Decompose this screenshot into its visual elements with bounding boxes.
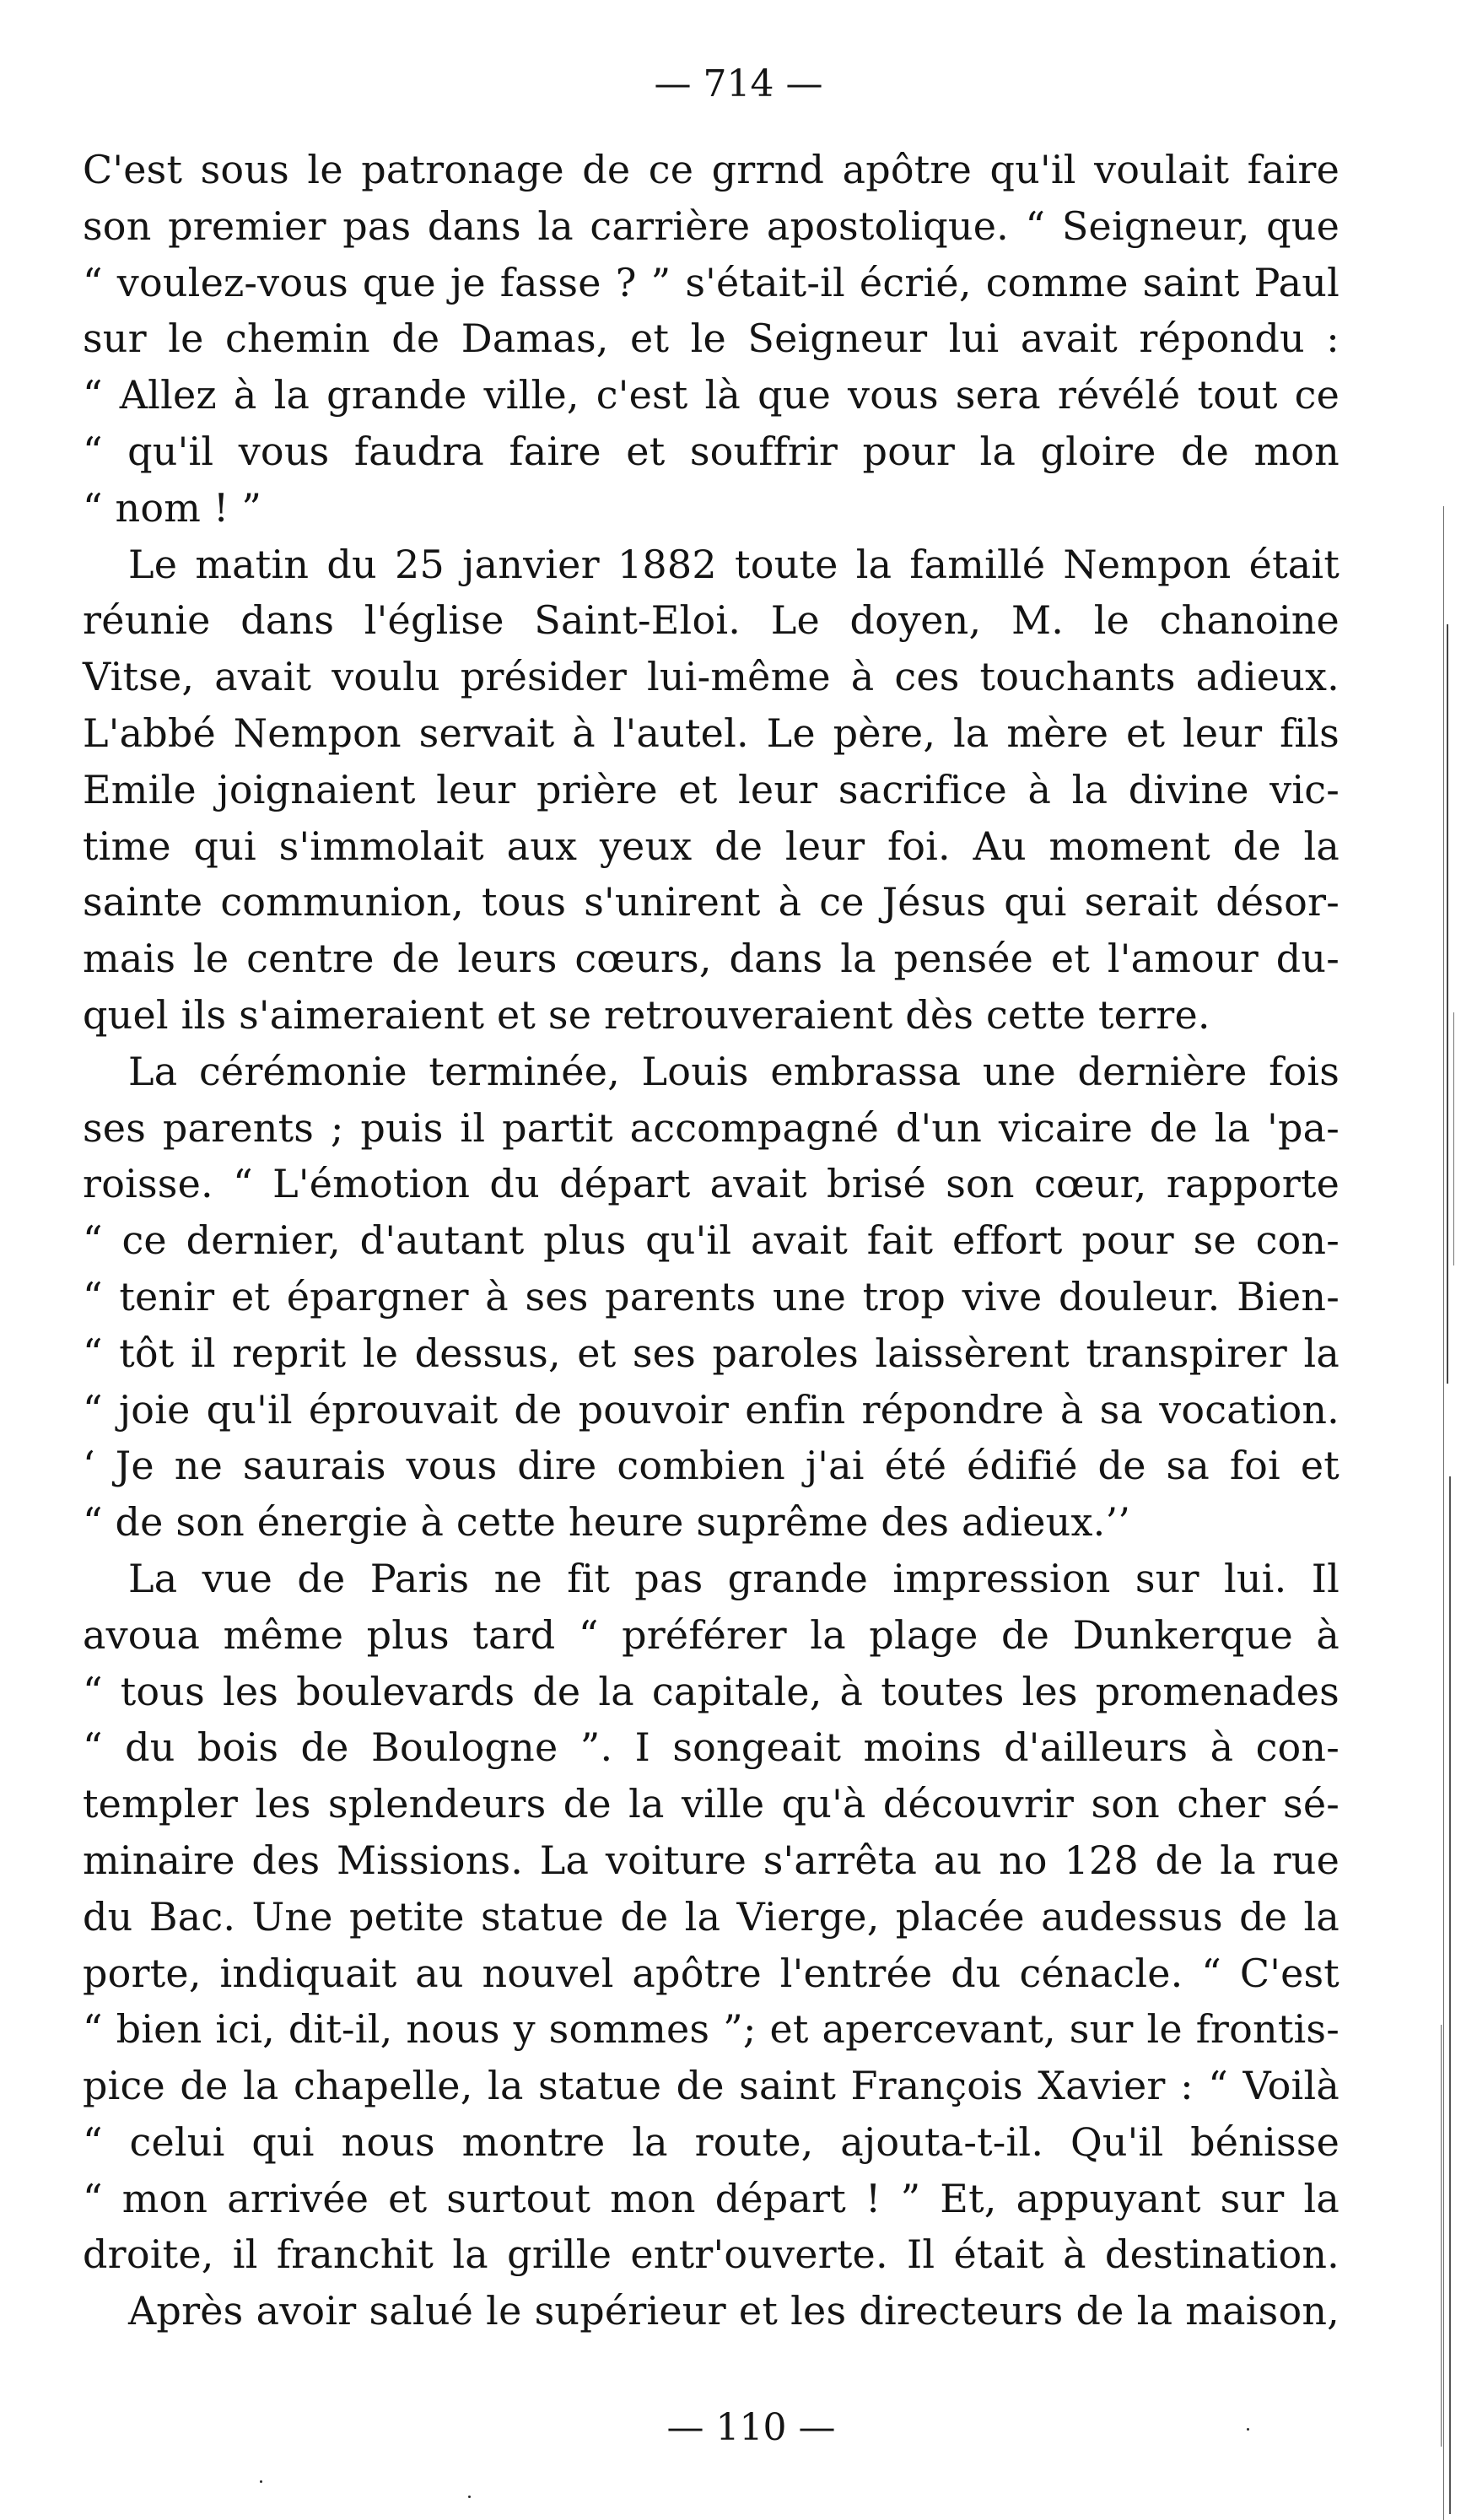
text-line: mais le centre de leurs cœurs, dans la pensée et l'amour du- [83, 936, 1340, 982]
text-line: Le matin du 25 janvier 1882 toute la famillé Nempon était [128, 541, 1340, 587]
text-line: “ du bois de Boulogne ”. I songeait moins d'ailleurs à con- [83, 1724, 1340, 1771]
text-line: ‘ Je ne saurais vous dire combien j'ai été édifié de sa foi et [83, 1443, 1340, 1489]
body-text [83, 142, 1340, 2339]
text-line: C'est sous le patronage de ce grrnd apôtre qu'il voulait faire [83, 147, 1340, 192]
text-line: pice de la chapelle, la statue de saint François Xavier : “ Voilà [83, 2063, 1340, 2109]
text-line: “ mon arrivée et surtout mon départ ! ” Et, appuyant sur la [83, 2175, 1340, 2221]
text-line: du Bac. Une petite statue de la Vierge, placée audessus de la [83, 1893, 1340, 1940]
scan-speck [468, 2496, 471, 2498]
page-number-top [0, 59, 1477, 110]
text-line: “ tous les boulevards de la capitale, à toutes les promenades [83, 1668, 1340, 1714]
text-line: “ qu'il vous faudra faire et souffrir pour la gloire de mon [83, 428, 1340, 474]
text-line: droite, il franchit la grille entr'ouverte. Il était à destination. [83, 2231, 1340, 2278]
text-line: roisse. “ L'émotion du départ avait brisé son cœur, rapporte [83, 1161, 1340, 1207]
text-line: avoua même plus tard “ préférer la plage de Dunkerque à [83, 1611, 1340, 1658]
text-line: “ de son énergie à cette heure suprême des adieux.’’ [83, 1499, 1131, 1546]
page-number-bottom-text: — 110 — [666, 2406, 836, 2449]
text-line: quel ils s'aimeraient et se retrouveraient dès cette terre. [83, 991, 1210, 1038]
text-line: réunie dans l'église Saint-Eloi. Le doyen, M. le chanoine [83, 597, 1340, 644]
scan-edge-noise [1428, 506, 1462, 2520]
text-line: “ tenir et épargner à ses parents une trop vive douleur. Bien- [83, 1273, 1340, 1319]
scan-speck [1247, 2428, 1249, 2431]
scan-speck [260, 2480, 262, 2483]
text-line: templer les splendeurs de la ville qu'à découvrir son cher sé- [83, 1781, 1340, 1827]
text-line: “ nom ! ” [83, 484, 262, 531]
text-line: “ voulez-vous que je fasse ? ” s'était-il écrié, comme saint Paul [83, 259, 1340, 305]
text-line: son premier pas dans la carrière apostolique. “ Seigneur, que [83, 202, 1340, 249]
text-line: Emile joignaient leur prière et leur sacrifice à la divine vic- [83, 766, 1340, 812]
text-line: “ ce dernier, d'autant plus qu'il avait fait effort pour se con- [83, 1217, 1340, 1264]
page-number-bottom [0, 2403, 1477, 2453]
text-line: La cérémonie terminée, Louis embrassa une dernière fois [128, 1048, 1340, 1094]
text-line: La vue de Paris ne fit pas grande impression sur lui. Il [128, 1555, 1340, 1601]
text-line: L'abbé Nempon servait à l'autel. Le père, la mère et leur fils [83, 710, 1340, 756]
text-line: minaire des Missions. La voiture s'arrêta au no 128 de la rue [83, 1837, 1340, 1883]
text-line: “ joie qu'il éprouvait de pouvoir enfin répondre à sa vocation. [83, 1386, 1340, 1433]
text-line: “ Allez à la grande ville, c'est là que vous sera révélé tout ce [83, 372, 1340, 418]
text-line: “ bien ici, dit-il, nous y sommes ”; et apercevant, sur le frontis- [83, 2006, 1340, 2053]
text-line: Vitse, avait voulu présider lui-même à ces touchants adieux. [83, 654, 1340, 700]
text-line: “ celui qui nous montre la route, ajouta-t-il. Qu'il bénisse [83, 2118, 1340, 2165]
text-line: Après avoir salué le supérieur et les directeurs de la maison, [128, 2288, 1340, 2334]
text-line: porte, indiquait au nouvel apôtre l'entrée du cénacle. “ C'est [83, 1950, 1340, 1996]
text-line: sainte communion, tous s'unirent à ce Jésus qui serait désor- [83, 879, 1340, 925]
text-line: ses parents ; puis il partit accompagné d'un vicaire de la 'pa- [83, 1104, 1340, 1151]
text-line: “ tôt il reprit le dessus, et ses paroles laissèrent transpirer la [83, 1330, 1340, 1376]
text-line: time qui s'immolait aux yeux de leur foi. Au moment de la [83, 823, 1340, 869]
page-number-top-text: — 714 — [654, 62, 823, 105]
text-line: sur le chemin de Damas, et le Seigneur lui avait répondu : [83, 316, 1340, 362]
